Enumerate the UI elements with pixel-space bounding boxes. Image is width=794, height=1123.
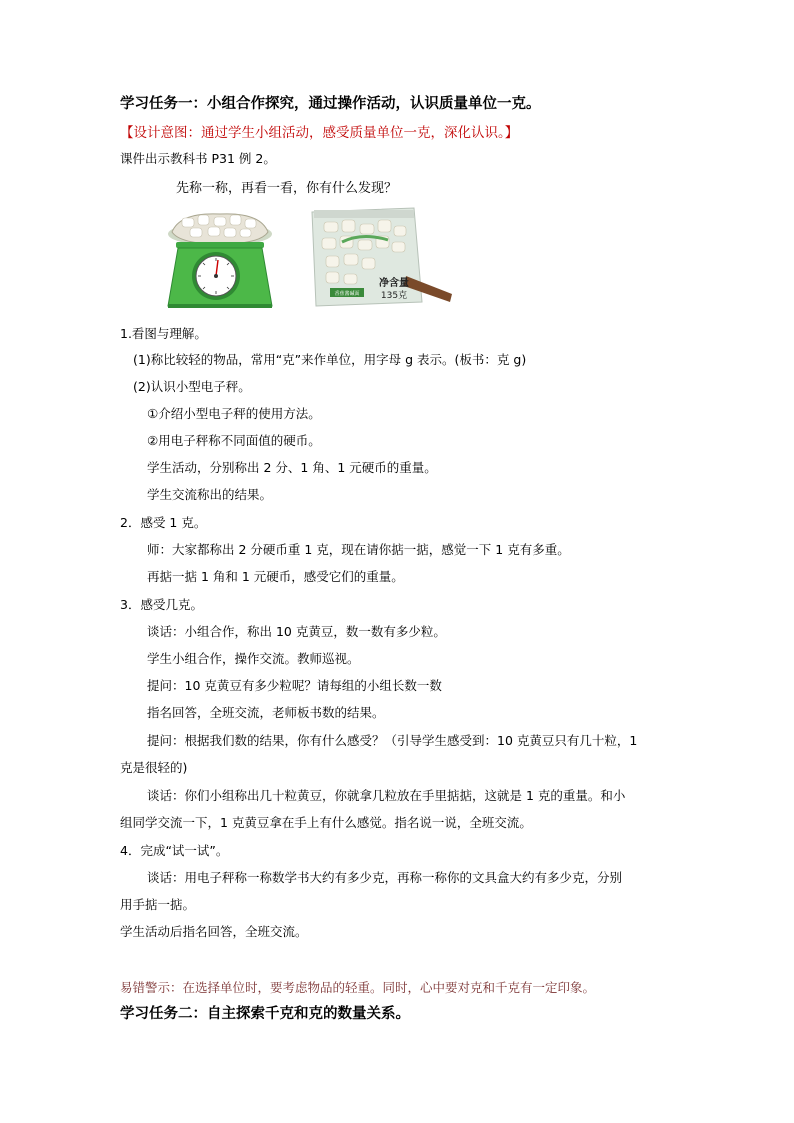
section-4a-line1: 谈话：用电子秤称一称数学书大约有多少克，再称一称你的文具盒大约有多少克，分别	[147, 870, 623, 885]
section-4: 4．完成“试一试”。	[120, 843, 229, 858]
section-1-2a: ①介绍小型电子秤的使用方法。	[147, 406, 321, 421]
bag-net-label: 净含量	[379, 278, 409, 289]
bag-weight-label: 135克	[380, 291, 408, 301]
section-4a-line2: 用手掂一掂。	[120, 897, 196, 912]
section-1-1: (1)称比较轻的物品，常用“克”来作单位，用字母 g 表示。(板书：克 g)	[133, 352, 527, 367]
figure-caption: 先称一称，再看一看，你有什么发现？	[176, 181, 398, 196]
task1-title: 学习任务一：小组合作探究，通过操作活动，认识质量单位一克。	[120, 95, 541, 112]
section-3e-line1: 提问：根据我们数的结果，你有什么感受？（引导学生感受到：10 克黄豆只有几十粒，1	[147, 733, 638, 748]
section-3d: 指名回答，全班交流，老师板书数的结果。	[147, 705, 385, 720]
section-3: 3．感受几克。	[120, 597, 203, 612]
task2-title: 学习任务二：自主探索千克和克的数量关系。	[120, 1005, 410, 1022]
courseware-line: 课件出示教科书 P31 例 2。	[120, 151, 276, 166]
section-1-2d: 学生交流称出的结果。	[147, 487, 273, 502]
section-3b: 学生小组合作，操作交流。教师巡视。	[147, 651, 360, 666]
section-1: 1.看图与理解。	[120, 326, 207, 341]
error-warning: 易错警示：在选择单位时，要考虑物品的轻重。同时，心中要对克和千克有一定印象。	[120, 980, 596, 995]
section-3f-line1: 谈话：你们小组称出几十粒黄豆，你就拿几粒放在手里掂掂，这就是 1 克的重量。和小	[147, 788, 626, 803]
scale-image	[160, 202, 280, 310]
section-3c: 提问：10 克黄豆有多少粒呢？请每组的小组长数一数	[147, 678, 442, 693]
section-1-2b: ②用电子秤称不同面值的硬币。	[147, 433, 321, 448]
pasta-bag-image	[302, 206, 462, 310]
section-2b: 再掂一掂 1 角和 1 元硬币，感受它们的重量。	[147, 569, 404, 584]
bag-small-label: 香蕉酱碱面	[334, 291, 360, 297]
design-intent: 【设计意图：通过学生小组活动，感受质量单位一克，深化认识。】	[120, 125, 519, 141]
section-2a: 师：大家都称出 2 分硬币重 1 克，现在请你掂一掂，感觉一下 1 克有多重。	[147, 542, 570, 557]
section-4b: 学生活动后指名回答，全班交流。	[120, 924, 308, 939]
section-1-2: (2)认识小型电子秤。	[133, 379, 251, 394]
section-1-2c: 学生活动，分别称出 2 分、1 角、1 元硬币的重量。	[147, 460, 437, 475]
section-3e-line2: 克是很轻的)	[120, 760, 188, 775]
section-3f-line2: 组同学交流一下，1 克黄豆拿在手上有什么感觉。指名说一说，全班交流。	[120, 815, 532, 830]
section-2: 2．感受 1 克。	[120, 515, 207, 530]
section-3a: 谈话：小组合作，称出 10 克黄豆，数一数有多少粒。	[147, 624, 446, 639]
